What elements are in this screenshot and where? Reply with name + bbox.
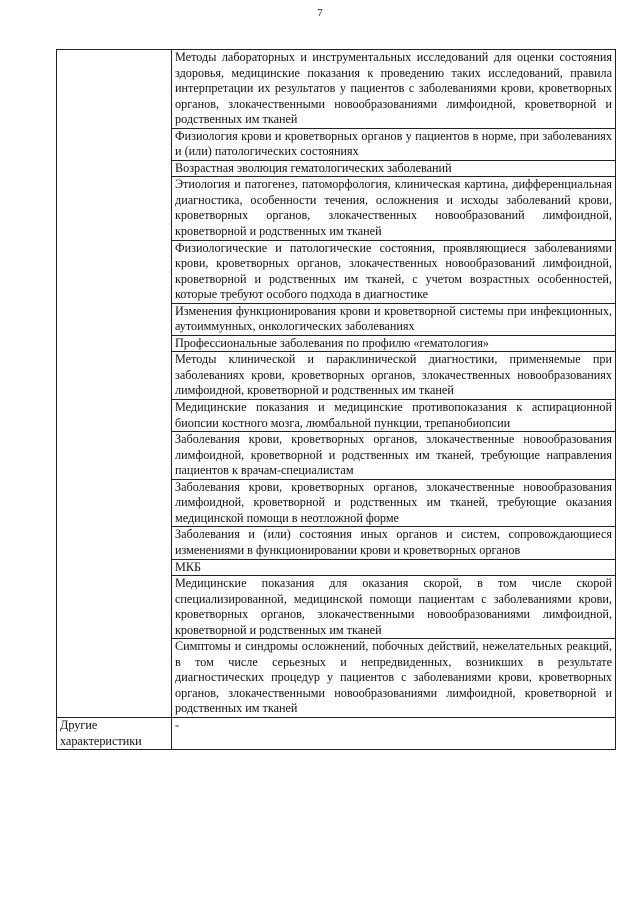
requirement-cell: МКБ [172, 559, 616, 576]
row-label-knowledge [57, 50, 172, 718]
requirement-cell: Профессиональные заболевания по профилю «гематология» [172, 335, 616, 352]
requirement-cell: Методы клинической и параклинической диагностики, применяемые при заболеваниях крови, кроветворных органов, злокачественных новообразованиях лимфоидной, кроветворной и родственных им тканей [172, 352, 616, 400]
requirement-cell: Физиологические и патологические состояния, проявляющиеся заболеваниями крови, кроветворных органов, злокачественных новообразований лимфоидной, кроветворной и родственных им тканей, с учетом возрастных особенностей, которые требуют особого подхода в диагностике [172, 240, 616, 303]
page-number: 7 [317, 7, 323, 19]
requirement-cell: Медицинские показания и медицинские противопоказания к аспирационной биопсии костного мозга, люмбальной пункции, трепанобиопсии [172, 400, 616, 432]
requirement-cell: Симптомы и синдромы осложнений, побочных действий, нежелательных реакций, в том числе серьезных и непредвиденных, возникших в результате диагностических процедур у пациентов с заболеваниями крови, кроветворных органов, злокачественными новообразованиями лимфоидной, кроветворной и родственных им тканей [172, 639, 616, 718]
knowledge-table [56, 49, 616, 750]
table-row [57, 717, 616, 749]
requirement-cell: Медицинские показания для оказания скорой, в том числе скорой специализированной, медицинской помощи пациентам с заболеваниями крови, кроветворных органов, злокачественными новообразованиями лимфоидной, кроветворной и родственных им тканей [172, 576, 616, 639]
requirement-cell: Изменения функционирования крови и кроветворной системы при инфекционных, аутоиммунных, онкологических заболеваниях [172, 303, 616, 335]
other-value-cell: - [172, 717, 616, 749]
row-label-other: Другие характеристики [57, 717, 172, 749]
requirement-cell: Методы лабораторных и инструментальных исследований для оценки состояния здоровья, медицинские показания к проведению таких исследований, правила интерпретации их результатов у пациентов с заболеваниями крови, кроветворных органов, злокачественными новообразованиями лимфоидной, кроветворной и родственных им тканей [172, 50, 616, 129]
requirement-cell: Заболевания и (или) состояния иных органов и систем, сопровождающиеся изменениями в функционировании крови и кроветворных органов [172, 527, 616, 559]
requirement-cell: Физиология крови и кроветворных органов у пациентов в норме, при заболеваниях и (или) патологических состояниях [172, 128, 616, 160]
requirement-cell: Этиология и патогенез, патоморфология, клиническая картина, дифференциальная диагностика, особенности течения, осложнения и исходы заболеваний крови, кроветворных органов, злокачественных новообразований лимфоидной, кроветворной и родственных им тканей [172, 177, 616, 240]
requirement-cell: Возрастная эволюция гематологических заболеваний [172, 160, 616, 177]
table-row [57, 50, 616, 129]
requirement-cell: Заболевания крови, кроветворных органов, злокачественные новообразования лимфоидной, кроветворной и родственных им тканей, требующие оказания медицинской помощи в неотложной форме [172, 479, 616, 527]
requirement-cell: Заболевания крови, кроветворных органов, злокачественные новообразования лимфоидной, кроветворной и родственных им тканей, требующие направления пациентов к врачам-специалистам [172, 432, 616, 480]
